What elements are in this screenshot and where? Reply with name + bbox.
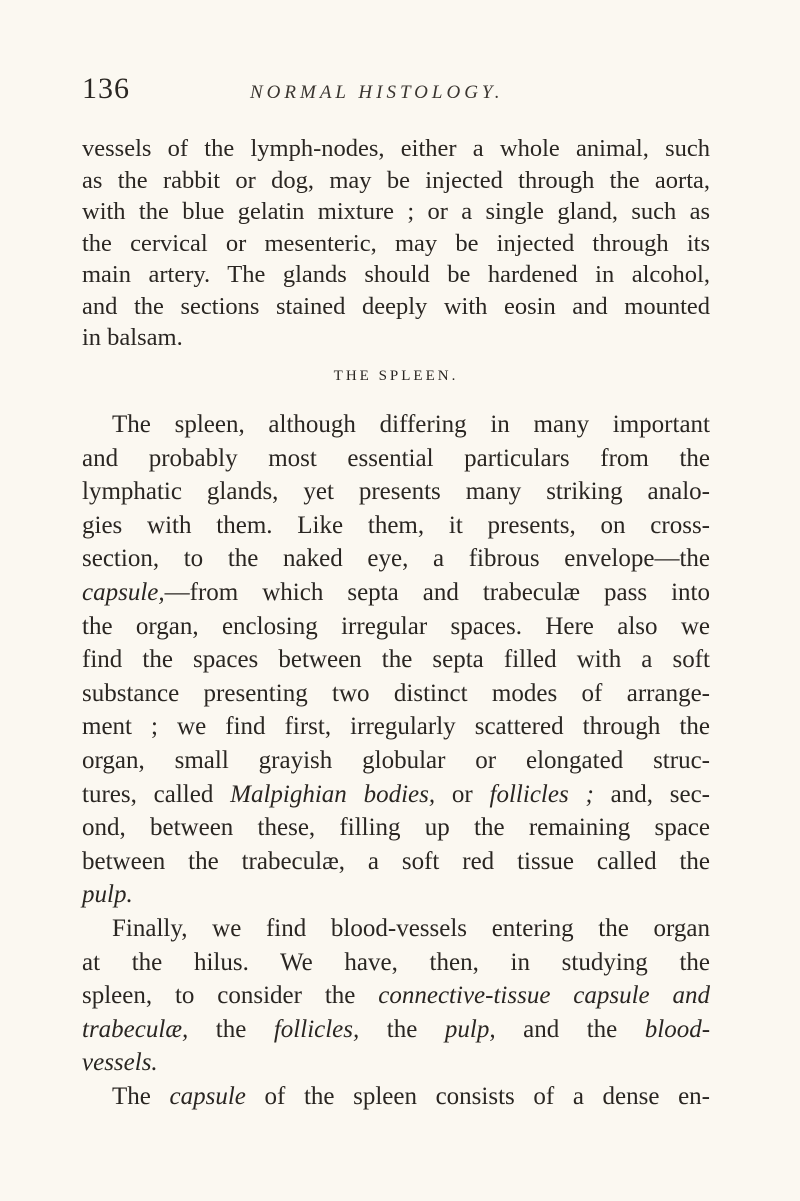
term-follicles: follicles ; <box>489 780 594 808</box>
text-run: or <box>451 780 473 808</box>
term-pulp: pulp. <box>82 881 133 909</box>
text-run: and the <box>523 1015 618 1043</box>
text-line: lymphatic glands, yet presents many striking analo- <box>82 478 710 506</box>
text-line: in balsam. <box>82 324 183 351</box>
text-line: substance presenting two distinct modes of arrange- <box>82 679 710 707</box>
text-line <box>82 1046 710 1080</box>
text-run: The <box>112 1082 151 1110</box>
text-run: —from which septa and trabeculæ pass into <box>164 578 710 606</box>
text-line: find the spaces between the septa filled with a soft <box>82 646 710 674</box>
spleen-body-text <box>82 408 710 1113</box>
text-line: Finally, we find blood-vessels entering the organ <box>112 914 710 942</box>
text-line: the cervical or mesenteric, may be injected through its <box>82 229 710 257</box>
text-line: section, to the naked eye, a fibrous envelope—the <box>82 545 710 573</box>
text-line: as the rabbit or dog, may be injected through the aorta, <box>82 166 710 194</box>
section-heading: THE SPLEEN. <box>333 368 459 384</box>
text-line: vessels of the lymph-nodes, either a whole animal, such <box>82 135 710 162</box>
text-line: and the sections stained deeply with eosin and mounted <box>82 292 710 320</box>
term-malpighian-bodies: Malpighian bodies, <box>230 780 436 808</box>
text-run: the <box>386 1015 418 1043</box>
text-line <box>82 1013 710 1047</box>
text-run: and, sec- <box>610 780 710 808</box>
text-run: of the spleen consists of a dense en- <box>264 1082 710 1110</box>
term-capsule: capsule <box>169 1082 246 1110</box>
text-line: the organ, enclosing irregular spaces. Here also we <box>82 612 710 640</box>
term-trabeculae: trabeculæ, <box>82 1015 189 1043</box>
text-line <box>82 576 710 610</box>
text-line: ment ; we find first, irregularly scattered through the <box>82 713 710 741</box>
text-line: organ, small grayish globular or elongated struc- <box>82 746 710 774</box>
text-line: ond, between these, filling up the remaining space <box>82 814 710 842</box>
text-line <box>82 878 710 912</box>
text-line: gies with them. Like them, it presents, on cross- <box>82 511 710 539</box>
term-follicles: follicles, <box>273 1015 360 1043</box>
text-line <box>82 979 710 1013</box>
text-line: and probably most essential particulars from the <box>82 444 710 472</box>
text-line <box>82 1080 710 1114</box>
term-capsule: capsule, <box>82 578 165 606</box>
text-line: between the trabeculæ, a soft red tissue called the <box>82 847 710 875</box>
text-run: spleen, to consider the <box>82 982 356 1010</box>
term-vessels: vessels. <box>82 1049 158 1077</box>
intro-paragraph <box>82 133 710 354</box>
text-line <box>82 778 710 812</box>
text-line: at the hilus. We have, then, in studying the <box>82 948 710 976</box>
text-line: main artery. The glands should be hardened in alcohol, <box>82 261 710 288</box>
page-number: 136 <box>82 72 130 105</box>
term-pulp: pulp, <box>444 1015 496 1043</box>
page-header <box>82 72 742 112</box>
text-run: tures, called <box>82 780 214 808</box>
running-head: NORMAL HISTOLOGY. <box>250 82 504 103</box>
text-run: the <box>215 1015 247 1043</box>
text-line: The spleen, although differing in many important <box>112 411 710 438</box>
term-blood-vessels: blood- <box>644 1015 711 1043</box>
text-line: with the blue gelatin mixture ; or a single gland, such as <box>82 198 710 225</box>
term-connective-tissue: connective-tissue capsule and <box>378 982 711 1010</box>
